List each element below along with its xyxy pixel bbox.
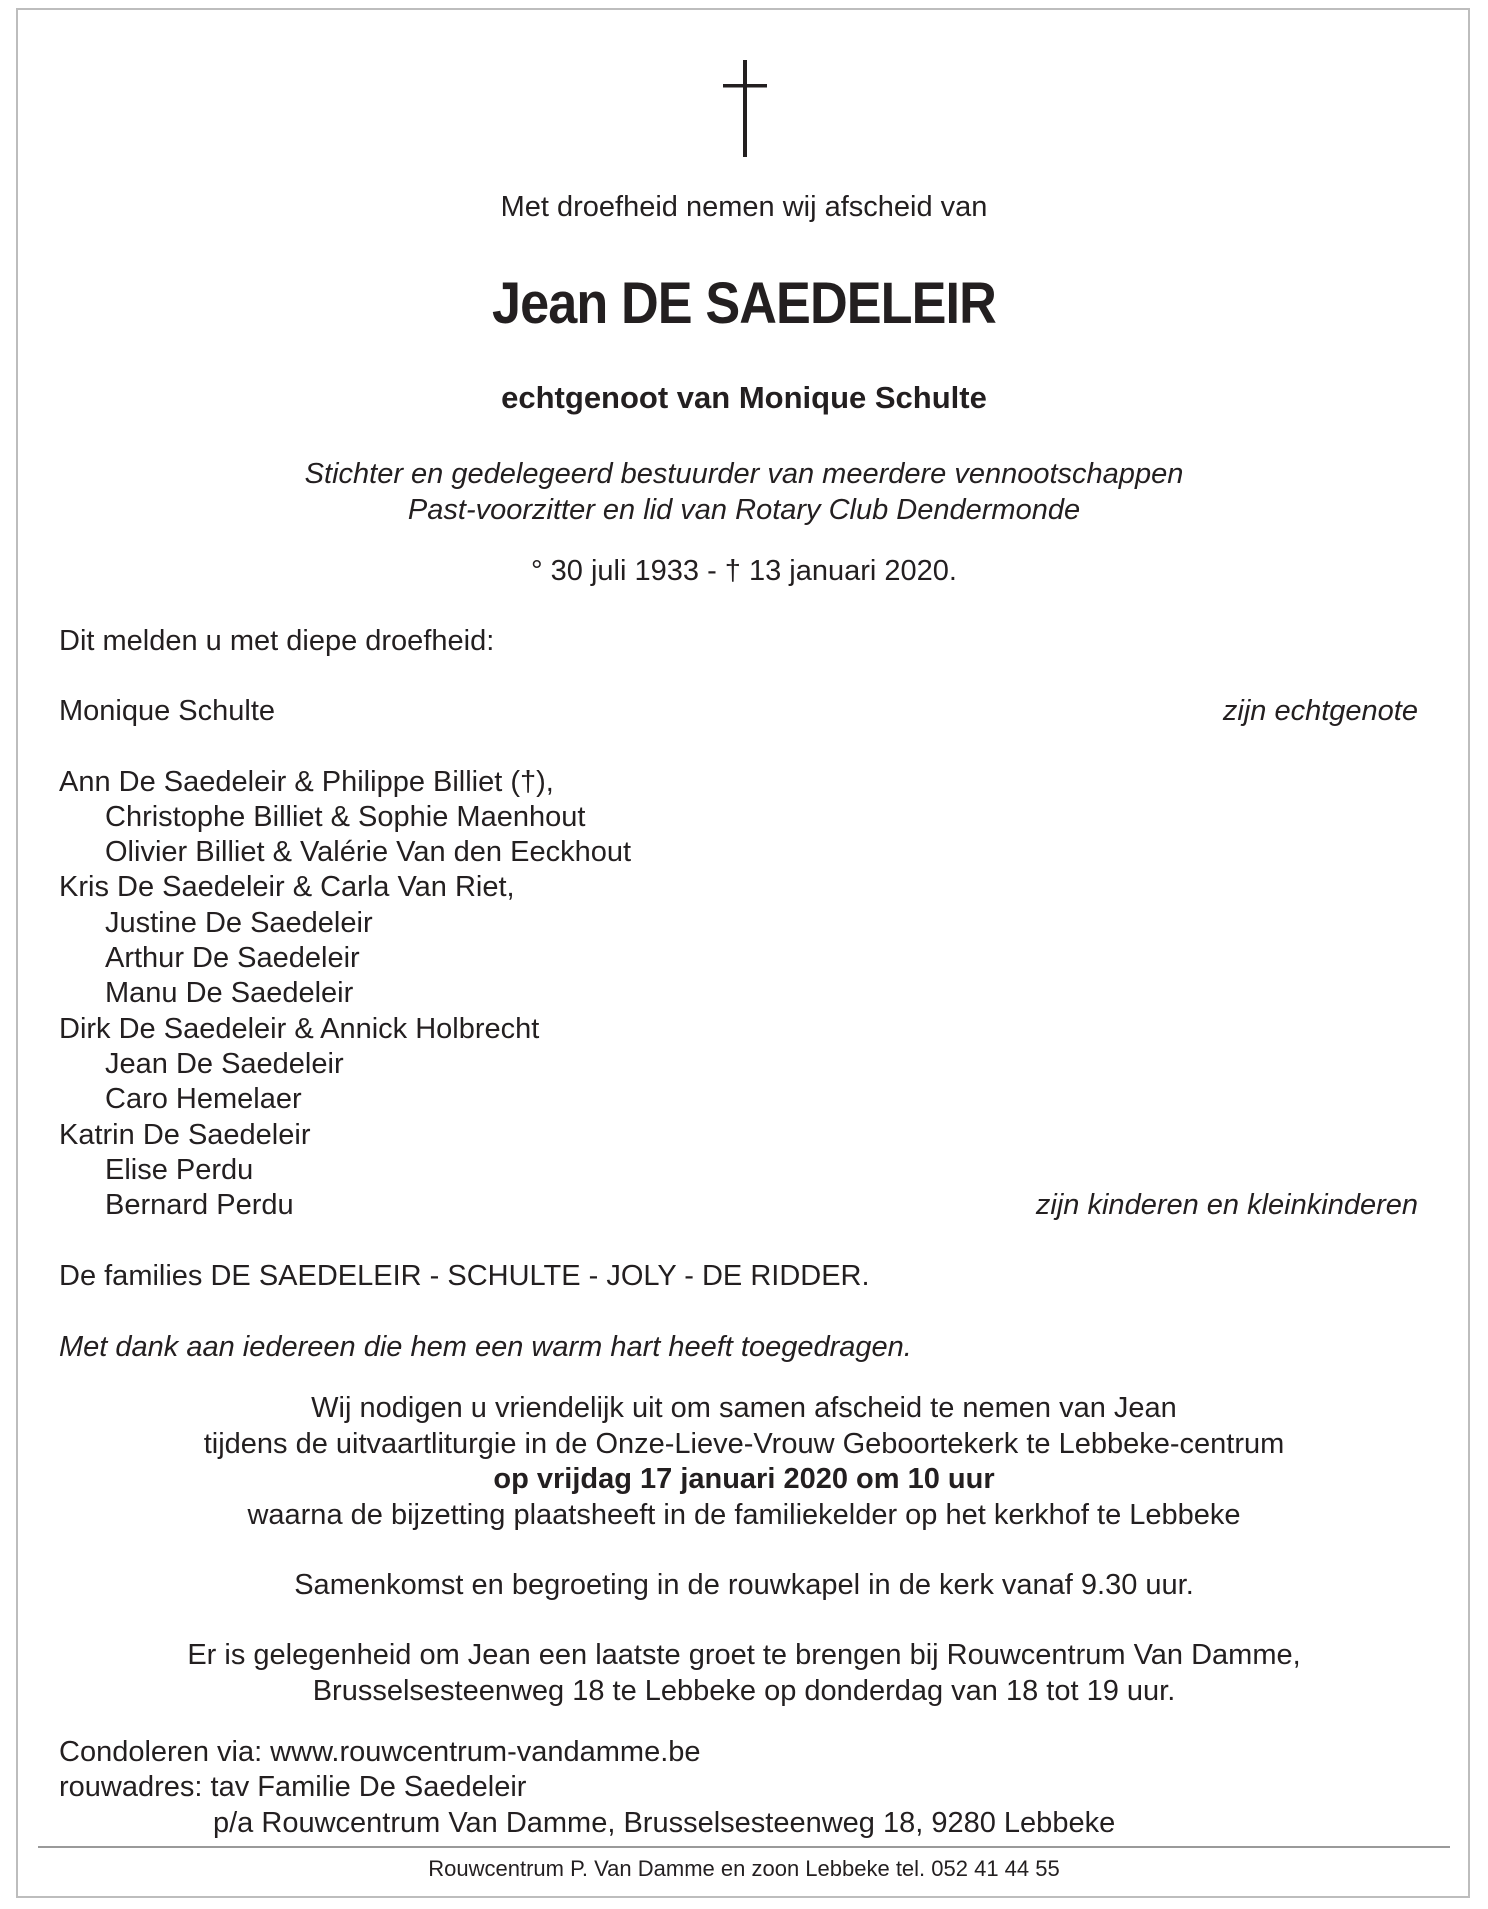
invitation-line: waarna de bijzetting plaatsheeft in de familiekelder op het kerkhof te Lebbeke bbox=[247, 1499, 1241, 1531]
invitation-line: tijdens de uitvaartliturgie in de Onze-Lieve-Vrouw Geboortekerk te Lebbeke-centrum bbox=[203, 1428, 1285, 1460]
role-line: Past-voorzitter en lid van Rotary Club Dendermonde bbox=[407, 494, 1081, 526]
farewell-line: Brusselsesteenweg 18 te Lebbeke op donderdag van 18 tot 19 uur. bbox=[312, 1675, 1176, 1707]
spouse-name: Monique Schulte bbox=[59, 695, 276, 727]
family-member: Bernard Perdu bbox=[105, 1189, 294, 1221]
role-line: Stichter en gedelegeerd bestuurder van meerdere vennootschappen bbox=[304, 458, 1184, 490]
spouse-relation: zijn echtgenote bbox=[1222, 695, 1418, 727]
family-relation: zijn kinderen en kleinkinderen bbox=[1035, 1189, 1418, 1221]
family-member: Manu De Saedeleir bbox=[105, 977, 354, 1009]
address-line: p/a Rouwcentrum Van Damme, Brusselsesteenweg 18, 9280 Lebbeke bbox=[213, 1807, 1116, 1839]
family-member: Jean De Saedeleir bbox=[105, 1048, 344, 1080]
family-member: Arthur De Saedeleir bbox=[105, 942, 360, 974]
address-label: rouwadres: tav Familie De Saedeleir bbox=[59, 1771, 527, 1803]
deceased-name: Jean DE SAEDELEIR bbox=[492, 271, 996, 336]
farewell-line: Er is gelegenheid om Jean een laatste groet te brengen bij Rouwcentrum Van Damme, bbox=[187, 1639, 1301, 1671]
footer-text: Rouwcentrum P. Van Damme en zoon Lebbeke tel. 052 41 44 55 bbox=[428, 1856, 1060, 1881]
announce-intro: Dit melden u met diepe droefheid: bbox=[59, 625, 495, 657]
cross-icon bbox=[715, 60, 775, 160]
funeral-datetime: op vrijdag 17 januari 2020 om 10 uur bbox=[493, 1463, 995, 1495]
family-member: Christophe Billiet & Sophie Maenhout bbox=[105, 801, 586, 833]
invitation-line: Wij nodigen u vriendelijk uit om samen afscheid te nemen van Jean bbox=[311, 1392, 1177, 1424]
family-member: Elise Perdu bbox=[105, 1154, 254, 1186]
life-dates: ° 30 juli 1933 - † 13 januari 2020. bbox=[531, 555, 957, 587]
family-member: Caro Hemelaer bbox=[105, 1083, 302, 1115]
spouse-line: echtgenoot van Monique Schulte bbox=[501, 380, 987, 415]
family-member: Dirk De Saedeleir & Annick Holbrecht bbox=[59, 1013, 540, 1045]
thanks-line: Met dank aan iedereen die hem een warm hart heeft toegedragen. bbox=[59, 1331, 912, 1363]
gathering-line: Samenkomst en begroeting in de rouwkapel in de kerk vanaf 9.30 uur. bbox=[294, 1569, 1194, 1601]
footer-divider bbox=[38, 1846, 1450, 1848]
family-member: Ann De Saedeleir & Philippe Billiet (†), bbox=[59, 766, 554, 798]
family-member: Justine De Saedeleir bbox=[105, 907, 373, 939]
family-member: Kris De Saedeleir & Carla Van Riet, bbox=[59, 871, 515, 903]
heading-intro: Met droefheid nemen wij afscheid van bbox=[500, 191, 988, 223]
families-line: De families DE SAEDELEIR - SCHULTE - JOLY - DE RIDDER. bbox=[59, 1260, 870, 1292]
family-member: Olivier Billiet & Valérie Van den Eeckhout bbox=[105, 836, 632, 868]
condolences-line: Condoleren via: www.rouwcentrum-vandamme.be bbox=[59, 1736, 701, 1768]
family-member: Katrin De Saedeleir bbox=[59, 1119, 311, 1151]
